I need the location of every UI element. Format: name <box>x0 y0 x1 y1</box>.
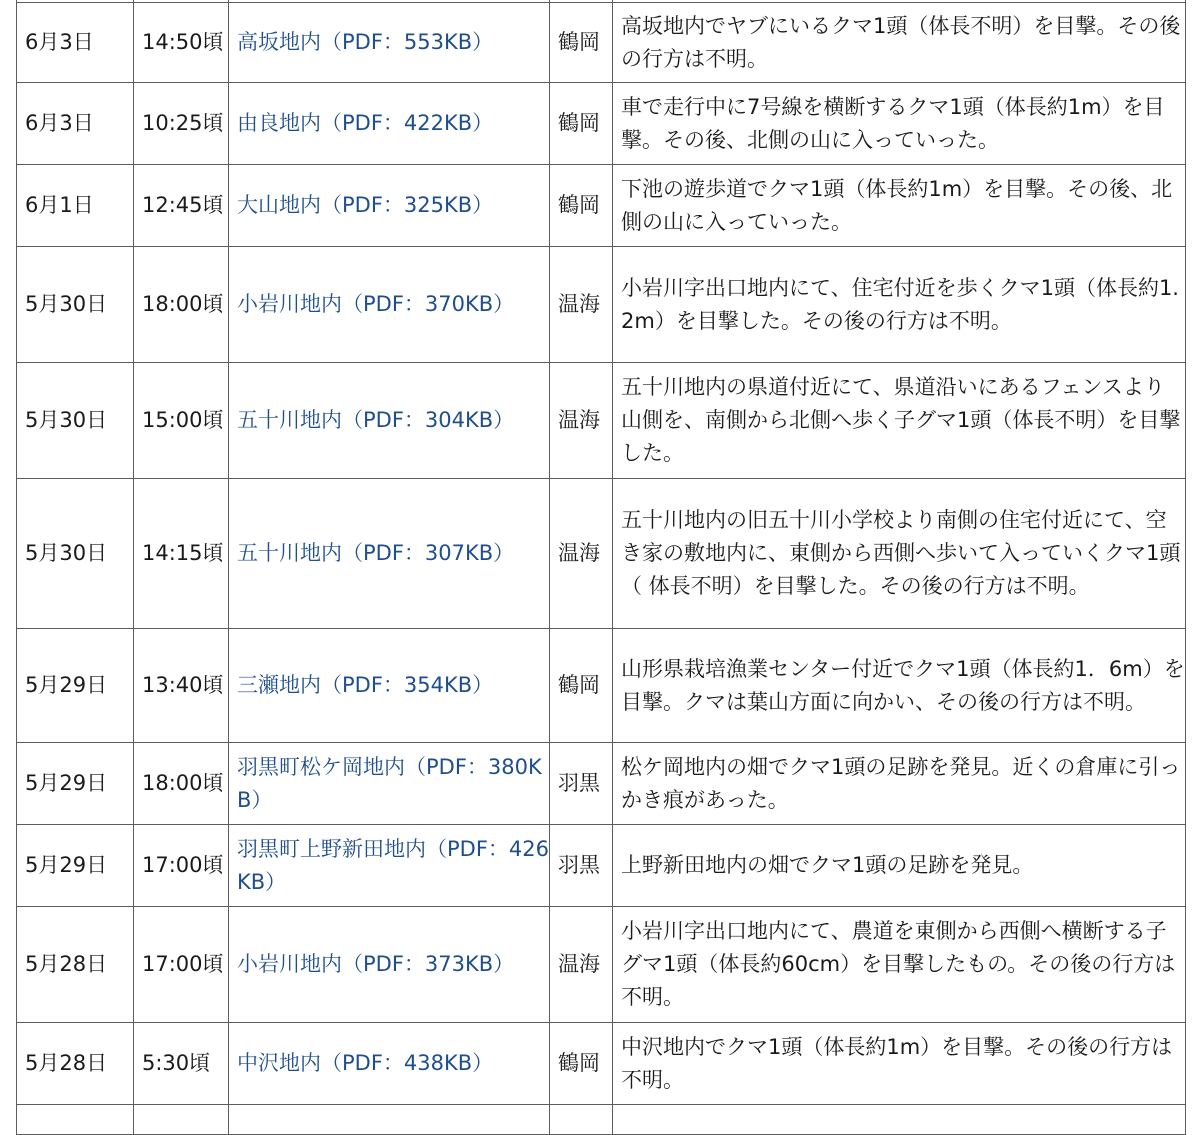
table-cell <box>17 1105 134 1135</box>
district-cell: 鶴岡 <box>550 165 613 247</box>
description-cell: 五十川地内の旧五十川小学校より南側の住宅付近にて、空き家の敷地内に、東側から西側へ歩いて入っていくクマ1頭（ 体長不明）を目撃した。その後の行方は不明。 <box>613 479 1186 629</box>
date-cell: 5月29日 <box>17 825 134 907</box>
area-cell <box>229 83 550 165</box>
date-cell: 5月30日 <box>17 247 134 363</box>
district-cell: 羽黒 <box>550 825 613 907</box>
time-cell: 5:30頃 <box>134 1023 229 1105</box>
area-cell <box>229 743 550 825</box>
district-cell: 鶴岡 <box>550 1023 613 1105</box>
description-cell: 上野新田地内の畑でクマ1頭の足跡を発見。 <box>613 825 1186 907</box>
district-cell: 温海 <box>550 247 613 363</box>
district-cell: 鶴岡 <box>550 3 613 83</box>
district-cell: 温海 <box>550 479 613 629</box>
time-cell: 18:00頃 <box>134 743 229 825</box>
time-cell: 12:45頃 <box>134 165 229 247</box>
date-cell: 5月28日 <box>17 1023 134 1105</box>
time-cell: 14:50頃 <box>134 3 229 83</box>
table-row <box>17 247 1186 363</box>
district-cell: 鶴岡 <box>550 83 613 165</box>
date-cell: 6月3日 <box>17 3 134 83</box>
area-pdf-link[interactable]: 羽黒町上野新田地内（PDF：426KB） <box>237 836 549 894</box>
area-cell <box>229 165 550 247</box>
description-cell: 松ケ岡地内の畑でクマ1頭の足跡を発見。近くの倉庫に引っかき痕があった。 <box>613 743 1186 825</box>
table-row <box>17 743 1186 825</box>
date-cell: 5月30日 <box>17 479 134 629</box>
area-cell <box>229 363 550 479</box>
area-cell <box>229 907 550 1023</box>
time-cell: 17:00頃 <box>134 825 229 907</box>
table-row <box>17 629 1186 743</box>
table-row-partial-bottom <box>17 1105 1186 1135</box>
area-pdf-link[interactable]: 三瀬地内（PDF：354KB） <box>237 673 494 697</box>
sightings-table-body <box>17 0 1186 1135</box>
description-cell: 高坂地内でヤブにいるクマ1頭（体長不明）を目撃。その後の行方は不明。 <box>613 3 1186 83</box>
area-cell <box>229 3 550 83</box>
description-cell: 中沢地内でクマ1頭（体長約1m）を目撃。その後の行方は不明。 <box>613 1023 1186 1105</box>
table-cell <box>134 1105 229 1135</box>
district-cell: 温海 <box>550 907 613 1023</box>
time-cell: 15:00頃 <box>134 363 229 479</box>
table-row <box>17 363 1186 479</box>
description-cell: 小岩川字出口地内にて、住宅付近を歩くクマ1頭（体長約1.2m）を目撃した。その後の行方は不明。 <box>613 247 1186 363</box>
table-row <box>17 3 1186 83</box>
table-cell <box>613 1105 1186 1135</box>
area-pdf-link[interactable]: 小岩川地内（PDF：370KB） <box>237 292 515 316</box>
area-pdf-link[interactable]: 羽黒町松ケ岡地内（PDF：380KB） <box>237 754 542 812</box>
time-cell: 14:15頃 <box>134 479 229 629</box>
area-cell <box>229 825 550 907</box>
table-row <box>17 907 1186 1023</box>
date-cell: 6月1日 <box>17 165 134 247</box>
time-cell: 10:25頃 <box>134 83 229 165</box>
area-cell <box>229 629 550 743</box>
time-cell: 17:00頃 <box>134 907 229 1023</box>
time-cell: 18:00頃 <box>134 247 229 363</box>
area-pdf-link[interactable]: 五十川地内（PDF：304KB） <box>237 408 515 432</box>
description-cell: 山形県栽培漁業センター付近でクマ1頭（体長約1．6m）を目撃。クマは葉山方面に向かい、その後の行方は不明。 <box>613 629 1186 743</box>
district-cell: 鶴岡 <box>550 629 613 743</box>
date-cell: 5月28日 <box>17 907 134 1023</box>
table-row <box>17 1023 1186 1105</box>
description-cell: 下池の遊歩道でクマ1頭（体長約1m）を目撃。その後、北側の山に入っていった。 <box>613 165 1186 247</box>
area-pdf-link[interactable]: 五十川地内（PDF：307KB） <box>237 541 515 565</box>
sightings-table <box>16 0 1186 1135</box>
description-cell: 車で走行中に7号線を横断するクマ1頭（体長約1m）を目撃。その後、北側の山に入っていった。 <box>613 83 1186 165</box>
district-cell: 羽黒 <box>550 743 613 825</box>
area-cell <box>229 247 550 363</box>
date-cell: 5月29日 <box>17 743 134 825</box>
time-cell: 13:40頃 <box>134 629 229 743</box>
table-row <box>17 165 1186 247</box>
table-cell <box>550 1105 613 1135</box>
description-cell: 五十川地内の県道付近にて、県道沿いにあるフェンスより 山側を、南側から北側へ歩く子グマ1頭（体長不明）を目撃した。 <box>613 363 1186 479</box>
area-cell <box>229 1023 550 1105</box>
table-row <box>17 825 1186 907</box>
district-cell: 温海 <box>550 363 613 479</box>
description-cell: 小岩川字出口地内にて、農道を東側から西側へ横断する子グマ1頭（体長約60cm）を目撃したもの。その後の行方は不明。 <box>613 907 1186 1023</box>
area-pdf-link[interactable]: 中沢地内（PDF：438KB） <box>237 1051 494 1075</box>
date-cell: 6月3日 <box>17 83 134 165</box>
area-pdf-link[interactable]: 小岩川地内（PDF：373KB） <box>237 952 515 976</box>
date-cell: 5月30日 <box>17 363 134 479</box>
area-pdf-link[interactable]: 由良地内（PDF：422KB） <box>237 111 494 135</box>
area-pdf-link[interactable]: 高坂地内（PDF：553KB） <box>237 30 494 54</box>
table-cell <box>229 1105 550 1135</box>
area-pdf-link[interactable]: 大山地内（PDF：325KB） <box>237 193 494 217</box>
date-cell: 5月29日 <box>17 629 134 743</box>
table-row <box>17 479 1186 629</box>
area-cell <box>229 479 550 629</box>
table-row <box>17 83 1186 165</box>
